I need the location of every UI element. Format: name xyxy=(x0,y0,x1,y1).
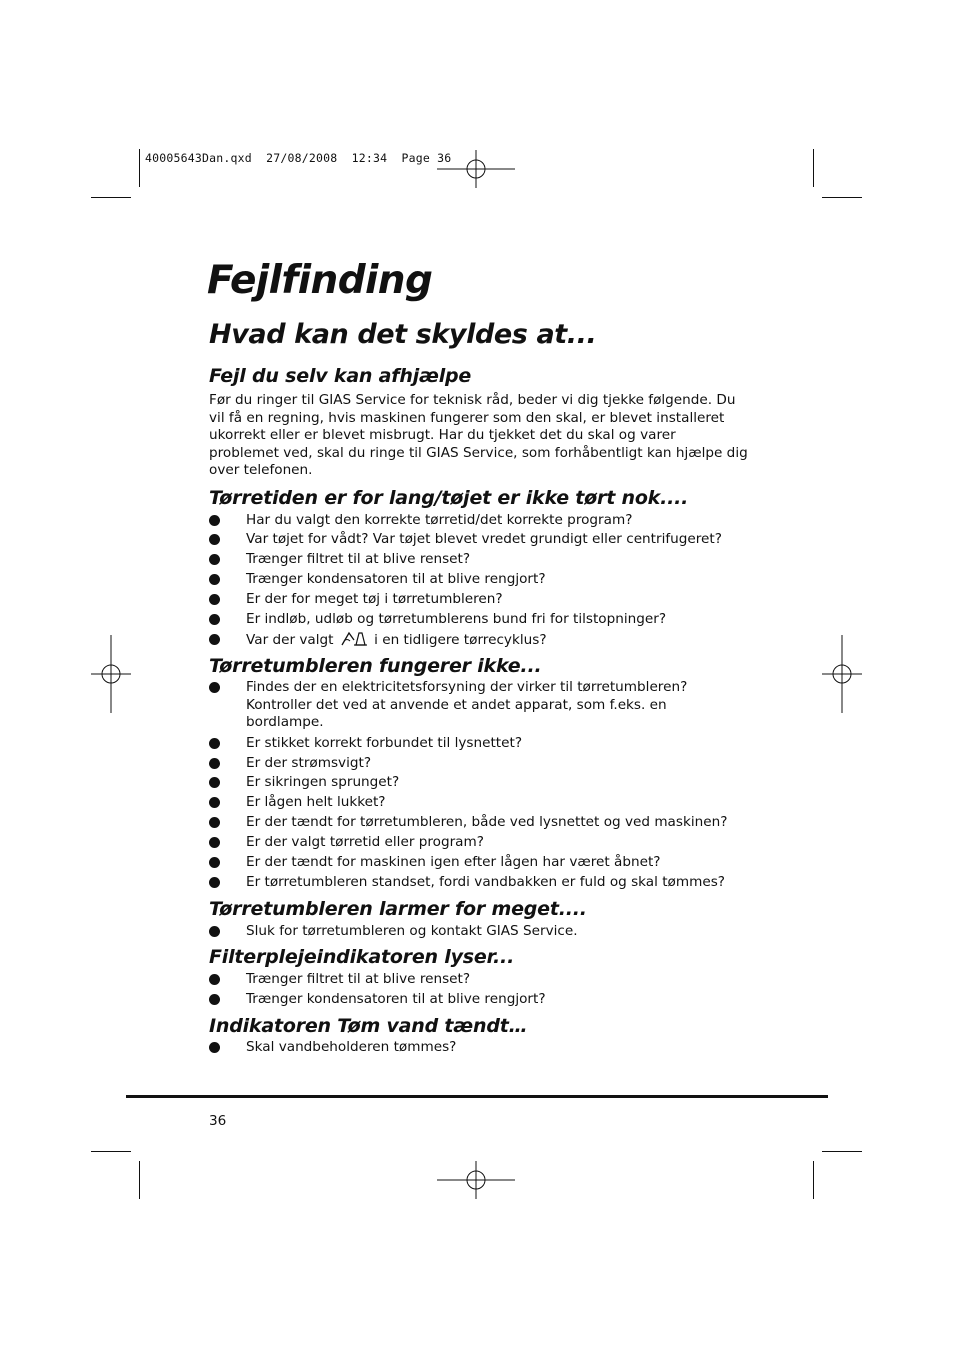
list-item-text: Findes der en elektricitetsforsyning der virker til tørretumbleren? Kontroller det ved at anvende et andet apparat, som f.eks. en bordlampe. xyxy=(246,679,688,731)
bullet-icon xyxy=(209,594,220,605)
list-item-text: Er sikringen sprunget? xyxy=(246,774,400,790)
section-heading: Filterplejeindikatoren lyser... xyxy=(209,946,515,968)
list-item-text xyxy=(246,631,746,650)
icon-item-after: i en tidligere tørrecyklus? xyxy=(374,632,547,648)
registration-mark-icon xyxy=(91,635,131,713)
list-item-text: Er der tændt for maskinen igen efter lågen har været åbnet? xyxy=(246,854,661,870)
bullet-icon xyxy=(209,817,220,828)
bullet-icon xyxy=(209,1042,220,1053)
registration-mark-icon xyxy=(437,1161,517,1201)
page-number: 36 xyxy=(209,1113,227,1129)
bullet-icon xyxy=(209,758,220,769)
list-item-text: Er der strømsvigt? xyxy=(246,755,372,771)
bullet-icon xyxy=(209,994,220,1005)
intro-heading: Fejl du selv kan afhjælpe xyxy=(209,365,472,387)
registration-mark-icon xyxy=(822,635,862,713)
crop-mark xyxy=(822,1151,862,1152)
page-title: Fejlfinding xyxy=(207,258,433,303)
delicate-dry-icon xyxy=(340,631,368,647)
list-item-text: Trænger kondensatoren til at blive rengjort? xyxy=(246,991,546,1007)
list-item-text: Trænger filtret til at blive renset? xyxy=(246,551,471,567)
intro-paragraph: Før du ringer til GIAS Service for teknisk råd, beder vi dig tjekke følgende. Du vil få en regning, hvis maskinen fungerer som den skal, er blevet installeret ukorrekt eller er blevet misbrugt. Har du tjekket det du skal og varer problemet ved, skal du ringe til GIAS Service, som forhåbentligt kan hjælpe dig over telefonen. xyxy=(209,392,748,479)
crop-mark xyxy=(139,1161,140,1199)
bullet-icon xyxy=(209,614,220,625)
icon-item-before: Var der valgt xyxy=(246,632,334,648)
list-item-text: Trænger kondensatoren til at blive rengjort? xyxy=(246,571,546,587)
print-slug-line: 40005643Dan.qxd 27/08/2008 12:34 Page 36 xyxy=(145,151,452,165)
registration-mark-icon xyxy=(437,150,517,190)
crop-mark xyxy=(813,149,814,187)
bullet-icon xyxy=(209,877,220,888)
bullet-icon xyxy=(209,974,220,985)
bullet-icon xyxy=(209,738,220,749)
bullet-icon xyxy=(209,926,220,937)
section-heading: Tørretumbleren larmer for meget.... xyxy=(209,898,587,920)
bullet-icon xyxy=(209,554,220,565)
bullet-icon xyxy=(209,634,220,645)
list-item-text: Skal vandbeholderen tømmes? xyxy=(246,1039,457,1055)
bullet-icon xyxy=(209,682,220,693)
list-item-text: Var tøjet for vådt? Var tøjet blevet vredet grundigt eller centrifugeret? xyxy=(246,531,722,547)
bullet-icon xyxy=(209,777,220,788)
list-item-text: Er tørretumbleren standset, fordi vandbakken er fuld og skal tømmes? xyxy=(246,874,726,890)
bullet-icon xyxy=(209,534,220,545)
list-item-text: Er der for meget tøj i tørretumbleren? xyxy=(246,591,503,607)
crop-mark xyxy=(822,197,862,198)
crop-mark xyxy=(91,1151,131,1152)
section-heading: Indikatoren Tøm vand tændt… xyxy=(209,1015,528,1037)
bullet-icon xyxy=(209,797,220,808)
bullet-icon xyxy=(209,857,220,868)
list-item-text: Trænger filtret til at blive renset? xyxy=(246,971,471,987)
list-item-text: Sluk for tørretumbleren og kontakt GIAS Service. xyxy=(246,923,578,939)
list-item-text: Er der valgt tørretid eller program? xyxy=(246,834,484,850)
crop-mark xyxy=(91,197,131,198)
list-item-text: Er stikket korrekt forbundet til lysnettet? xyxy=(246,735,523,751)
list-item-text: Er der tændt for tørretumbleren, både ved lysnettet og ved maskinen? xyxy=(246,814,728,830)
crop-mark xyxy=(813,1161,814,1199)
section-heading: Tørretumbleren fungerer ikke... xyxy=(209,655,542,677)
list-item-text: Har du valgt den korrekte tørretid/det korrekte program? xyxy=(246,512,633,528)
section-heading: Tørretiden er for lang/tøjet er ikke tørt nok.... xyxy=(209,487,689,509)
footer-rule xyxy=(126,1095,828,1098)
bullet-icon xyxy=(209,837,220,848)
crop-mark xyxy=(139,149,140,187)
page-subtitle: Hvad kan det skyldes at... xyxy=(209,319,597,350)
list-item-text: Er indløb, udløb og tørretumblerens bund fri for tilstopninger? xyxy=(246,611,667,627)
list-item-text: Er lågen helt lukket? xyxy=(246,794,386,810)
bullet-icon xyxy=(209,515,220,526)
bullet-icon xyxy=(209,574,220,585)
